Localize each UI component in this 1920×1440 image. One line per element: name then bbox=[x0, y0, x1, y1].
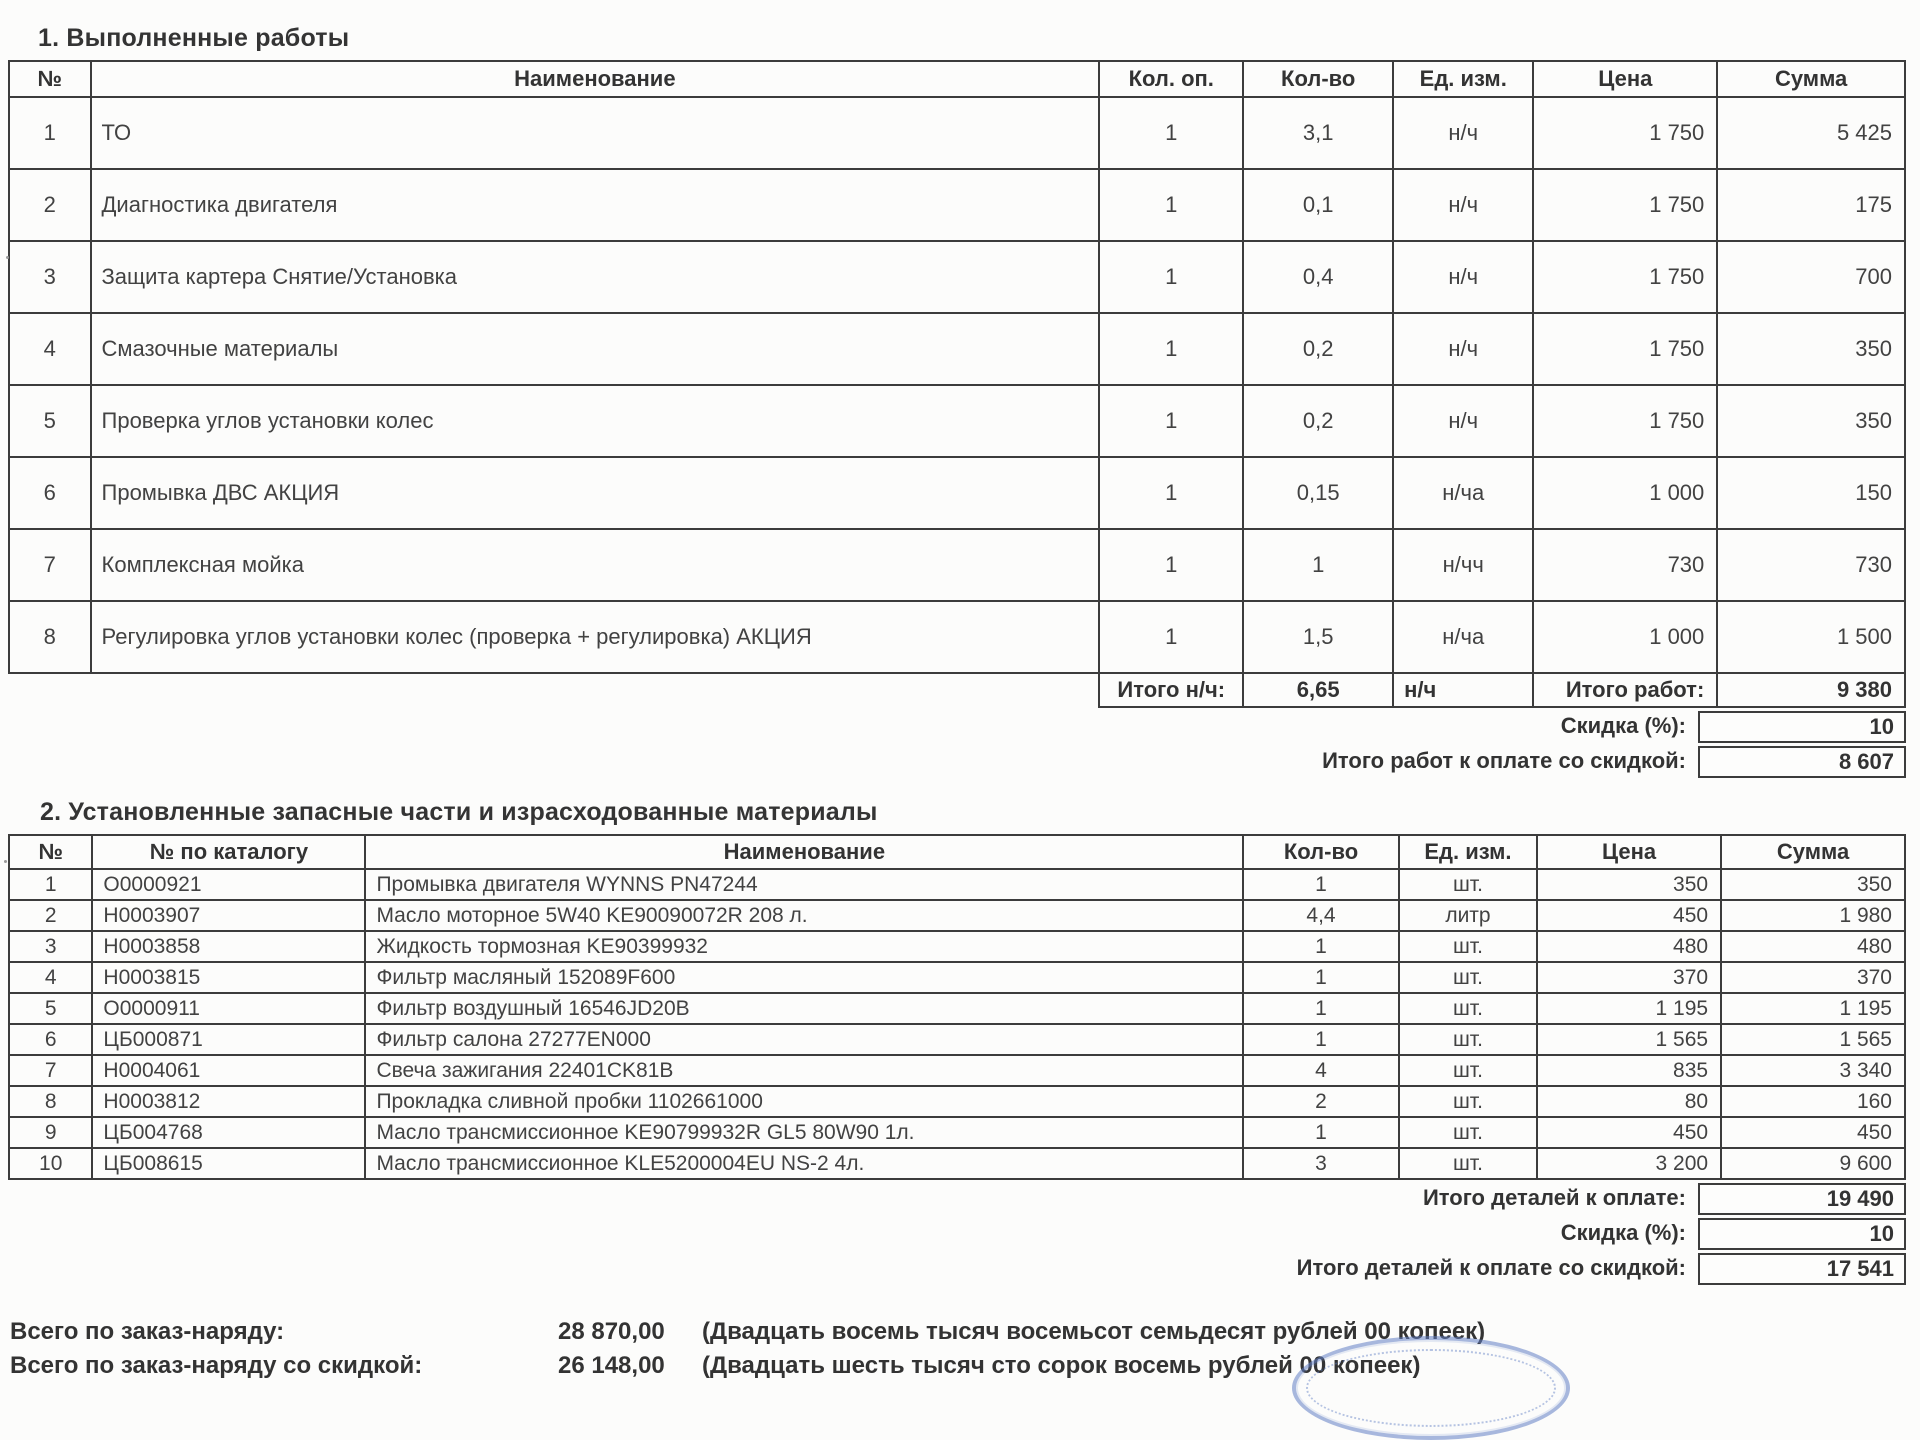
part-catalog: Н0003858 bbox=[92, 931, 365, 962]
grand-total-discount-line bbox=[10, 1349, 1920, 1383]
part-catalog: Н0003907 bbox=[92, 900, 365, 931]
work-sum: 1 500 bbox=[1717, 601, 1905, 673]
table-row bbox=[9, 1148, 1905, 1179]
table-row bbox=[9, 313, 1905, 385]
work-price: 1 000 bbox=[1533, 457, 1717, 529]
parts-discount-label: Скидка (%): bbox=[1560, 1220, 1686, 1245]
part-qty: 1 bbox=[1243, 869, 1398, 900]
work-qty: 0,2 bbox=[1243, 313, 1393, 385]
totals-hours-unit: н/ч bbox=[1393, 673, 1533, 707]
col-header-name: Наименование bbox=[91, 61, 1100, 97]
part-qty: 3 bbox=[1243, 1148, 1398, 1179]
col-header-sum: Сумма bbox=[1721, 835, 1905, 869]
parts-table-header-row bbox=[9, 835, 1905, 869]
part-name: Фильтр салона 27277EN000 bbox=[365, 1024, 1243, 1055]
part-price: 480 bbox=[1537, 931, 1721, 962]
work-unit: н/ч bbox=[1393, 241, 1533, 313]
part-price: 835 bbox=[1537, 1055, 1721, 1086]
part-price: 80 bbox=[1537, 1086, 1721, 1117]
work-qty: 0,1 bbox=[1243, 169, 1393, 241]
part-price: 3 200 bbox=[1537, 1148, 1721, 1179]
part-price: 450 bbox=[1537, 1117, 1721, 1148]
totals-hours-value: 6,65 bbox=[1243, 673, 1393, 707]
part-catalog: О0000921 bbox=[92, 869, 365, 900]
part-qty: 4 bbox=[1243, 1055, 1398, 1086]
part-qty: 1 bbox=[1243, 1024, 1398, 1055]
row-num: 5 bbox=[9, 385, 91, 457]
works-final-value: 8 607 bbox=[1698, 746, 1906, 778]
part-name: Жидкость тормозная KE90399932 bbox=[365, 931, 1243, 962]
row-num: 2 bbox=[9, 169, 91, 241]
table-row bbox=[9, 1086, 1905, 1117]
part-unit: шт. bbox=[1399, 1148, 1537, 1179]
table-row bbox=[9, 1117, 1905, 1148]
parts-final-value: 17 541 bbox=[1698, 1253, 1906, 1285]
part-sum: 1 980 bbox=[1721, 900, 1905, 931]
part-price: 370 bbox=[1537, 962, 1721, 993]
col-header-ops: Кол. оп. bbox=[1099, 61, 1243, 97]
parts-final-line bbox=[8, 1253, 1906, 1285]
part-sum: 1 195 bbox=[1721, 993, 1905, 1024]
work-price: 1 000 bbox=[1533, 601, 1717, 673]
totals-works-value: 9 380 bbox=[1717, 673, 1905, 707]
part-unit: шт. bbox=[1399, 993, 1537, 1024]
row-num: 3 bbox=[9, 931, 92, 962]
table-row bbox=[9, 869, 1905, 900]
work-unit: н/чч bbox=[1393, 529, 1533, 601]
work-price: 1 750 bbox=[1533, 385, 1717, 457]
row-num: 1 bbox=[9, 869, 92, 900]
table-row bbox=[9, 385, 1905, 457]
part-catalog: Н0004061 bbox=[92, 1055, 365, 1086]
table-row bbox=[9, 931, 1905, 962]
grand-total-value: 28 870,00 bbox=[558, 1318, 665, 1345]
work-unit: н/ч bbox=[1393, 313, 1533, 385]
work-qty: 0,15 bbox=[1243, 457, 1393, 529]
work-ops: 1 bbox=[1099, 169, 1243, 241]
section1-title: 1. Выполненные работы bbox=[38, 24, 350, 52]
row-num: 10 bbox=[9, 1148, 92, 1179]
part-name: Промывка двигателя WYNNS PN47244 bbox=[365, 869, 1243, 900]
part-unit: шт. bbox=[1399, 869, 1537, 900]
part-qty: 1 bbox=[1243, 993, 1398, 1024]
work-ops: 1 bbox=[1099, 529, 1243, 601]
col-header-sum: Сумма bbox=[1717, 61, 1905, 97]
table-row bbox=[9, 993, 1905, 1024]
work-qty: 1 bbox=[1243, 529, 1393, 601]
part-sum: 1 565 bbox=[1721, 1024, 1905, 1055]
work-unit: н/ч bbox=[1393, 385, 1533, 457]
part-catalog: Н0003815 bbox=[92, 962, 365, 993]
part-name: Масло моторное 5W40 KE90090072R 208 л. bbox=[365, 900, 1243, 931]
work-name: Смазочные материалы bbox=[91, 313, 1100, 385]
table-row bbox=[9, 601, 1905, 673]
row-num: 1 bbox=[9, 97, 91, 169]
parts-final-label: Итого деталей к оплате со скидкой: bbox=[1296, 1255, 1686, 1280]
part-sum: 370 bbox=[1721, 962, 1905, 993]
part-unit: шт. bbox=[1399, 962, 1537, 993]
grand-total-discount-label: Всего по заказ-наряду со скидкой: bbox=[10, 1352, 423, 1379]
work-name: Комплексная мойка bbox=[91, 529, 1100, 601]
work-sum: 700 bbox=[1717, 241, 1905, 313]
col-header-num: № bbox=[9, 835, 92, 869]
part-catalog: О0000911 bbox=[92, 993, 365, 1024]
part-unit: шт. bbox=[1399, 1086, 1537, 1117]
col-header-unit: Ед. изм. bbox=[1399, 835, 1537, 869]
row-num: 7 bbox=[9, 529, 91, 601]
table-row bbox=[9, 241, 1905, 313]
work-ops: 1 bbox=[1099, 457, 1243, 529]
table-row bbox=[9, 529, 1905, 601]
col-header-qty: Кол-во bbox=[1243, 835, 1398, 869]
works-final-label: Итого работ к оплате со скидкой: bbox=[1322, 748, 1686, 773]
grand-total-discount-words: (Двадцать шесть тысяч сто сорок восемь рублей 00 копеек) bbox=[702, 1352, 1421, 1379]
stamp-seal-icon bbox=[1292, 1336, 1570, 1440]
parts-discount-line bbox=[8, 1218, 1906, 1250]
part-qty: 2 bbox=[1243, 1086, 1398, 1117]
part-price: 450 bbox=[1537, 900, 1721, 931]
work-unit: н/ч bbox=[1393, 97, 1533, 169]
empty-spacer-cell bbox=[9, 673, 1099, 707]
work-name: Регулировка углов установки колес (проверка + регулировка) АКЦИЯ bbox=[91, 601, 1100, 673]
part-name: Свеча зажигания 22401CK81B bbox=[365, 1055, 1243, 1086]
row-num: 8 bbox=[9, 601, 91, 673]
row-num: 5 bbox=[9, 993, 92, 1024]
parts-total-line bbox=[8, 1183, 1906, 1215]
parts-table bbox=[8, 834, 1906, 1180]
part-qty: 1 bbox=[1243, 931, 1398, 962]
part-catalog: ЦБ008615 bbox=[92, 1148, 365, 1179]
stamp-seal-inner-ring bbox=[1306, 1349, 1556, 1427]
table-row bbox=[9, 1024, 1905, 1055]
part-catalog: ЦБ004768 bbox=[92, 1117, 365, 1148]
row-num: 7 bbox=[9, 1055, 92, 1086]
work-name: Диагностика двигателя bbox=[91, 169, 1100, 241]
part-name: Фильтр масляный 152089F600 bbox=[365, 962, 1243, 993]
scan-artifact-dot bbox=[4, 860, 7, 863]
works-final-line bbox=[8, 746, 1906, 778]
part-name: Прокладка сливной пробки 1102661000 bbox=[365, 1086, 1243, 1117]
part-unit: шт. bbox=[1399, 1024, 1537, 1055]
row-num: 8 bbox=[9, 1086, 92, 1117]
work-sum: 350 bbox=[1717, 385, 1905, 457]
works-discount-label: Скидка (%): bbox=[1560, 713, 1686, 738]
col-header-num: № bbox=[9, 61, 91, 97]
works-table-header-row bbox=[9, 61, 1905, 97]
col-header-name: Наименование bbox=[365, 835, 1243, 869]
table-row bbox=[9, 900, 1905, 931]
col-header-catalog: № по каталогу bbox=[92, 835, 365, 869]
parts-discount-value: 10 bbox=[1698, 1218, 1906, 1250]
col-header-price: Цена bbox=[1533, 61, 1717, 97]
parts-total-value: 19 490 bbox=[1698, 1183, 1906, 1215]
work-qty: 0,4 bbox=[1243, 241, 1393, 313]
row-num: 2 bbox=[9, 900, 92, 931]
totals-works-label: Итого работ: bbox=[1533, 673, 1717, 707]
work-unit: н/ча bbox=[1393, 601, 1533, 673]
work-qty: 0,2 bbox=[1243, 385, 1393, 457]
part-price: 1 565 bbox=[1537, 1024, 1721, 1055]
part-qty: 1 bbox=[1243, 962, 1398, 993]
work-sum: 150 bbox=[1717, 457, 1905, 529]
work-ops: 1 bbox=[1099, 385, 1243, 457]
part-qty: 1 bbox=[1243, 1117, 1398, 1148]
work-sum: 175 bbox=[1717, 169, 1905, 241]
work-price: 1 750 bbox=[1533, 313, 1717, 385]
section2-title: 2. Установленные запасные части и израсходованные материалы bbox=[40, 798, 878, 826]
work-sum: 730 bbox=[1717, 529, 1905, 601]
grand-total-words: (Двадцать восемь тысяч восемьсот семьдесят рублей 00 копеек) bbox=[702, 1318, 1486, 1345]
part-unit: шт. bbox=[1399, 1117, 1537, 1148]
part-unit: литр bbox=[1399, 900, 1537, 931]
table-row bbox=[9, 97, 1905, 169]
work-ops: 1 bbox=[1099, 601, 1243, 673]
work-name: Промывка ДВС АКЦИЯ bbox=[91, 457, 1100, 529]
part-sum: 3 340 bbox=[1721, 1055, 1905, 1086]
work-price: 1 750 bbox=[1533, 97, 1717, 169]
part-catalog: ЦБ000871 bbox=[92, 1024, 365, 1055]
work-unit: н/ч bbox=[1393, 169, 1533, 241]
row-num: 4 bbox=[9, 962, 92, 993]
work-ops: 1 bbox=[1099, 313, 1243, 385]
totals-hours-label: Итого н/ч: bbox=[1099, 673, 1243, 707]
part-price: 1 195 bbox=[1537, 993, 1721, 1024]
work-ops: 1 bbox=[1099, 241, 1243, 313]
part-sum: 160 bbox=[1721, 1086, 1905, 1117]
row-num: 6 bbox=[9, 457, 91, 529]
part-name: Масло трансмиссионное KE90799932R GL5 80W90 1л. bbox=[365, 1117, 1243, 1148]
works-discount-line bbox=[8, 711, 1906, 743]
work-price: 1 750 bbox=[1533, 241, 1717, 313]
col-header-price: Цена bbox=[1537, 835, 1721, 869]
part-catalog: Н0003812 bbox=[92, 1086, 365, 1117]
part-name: Фильтр воздушный 16546JD20B bbox=[365, 993, 1243, 1024]
works-totals-row bbox=[9, 673, 1905, 707]
grand-totals bbox=[10, 1315, 1920, 1383]
part-sum: 480 bbox=[1721, 931, 1905, 962]
table-row bbox=[9, 1055, 1905, 1086]
part-unit: шт. bbox=[1399, 1055, 1537, 1086]
part-sum: 9 600 bbox=[1721, 1148, 1905, 1179]
col-header-unit: Ед. изм. bbox=[1393, 61, 1533, 97]
table-row bbox=[9, 457, 1905, 529]
work-name: ТО bbox=[91, 97, 1100, 169]
work-sum: 5 425 bbox=[1717, 97, 1905, 169]
works-discount-value: 10 bbox=[1698, 711, 1906, 743]
grand-total-discount-value: 26 148,00 bbox=[558, 1352, 665, 1379]
row-num: 4 bbox=[9, 313, 91, 385]
col-header-qty: Кол-во bbox=[1243, 61, 1393, 97]
work-price: 1 750 bbox=[1533, 169, 1717, 241]
work-sum: 350 bbox=[1717, 313, 1905, 385]
part-sum: 450 bbox=[1721, 1117, 1905, 1148]
row-num: 9 bbox=[9, 1117, 92, 1148]
row-num: 6 bbox=[9, 1024, 92, 1055]
part-name: Масло трансмиссионное KLE5200004EU NS-2 4л. bbox=[365, 1148, 1243, 1179]
work-qty: 1,5 bbox=[1243, 601, 1393, 673]
work-qty: 3,1 bbox=[1243, 97, 1393, 169]
grand-total-line bbox=[10, 1315, 1920, 1349]
part-unit: шт. bbox=[1399, 931, 1537, 962]
part-sum: 350 bbox=[1721, 869, 1905, 900]
part-qty: 4,4 bbox=[1243, 900, 1398, 931]
work-name: Защита картера Снятие/Установка bbox=[91, 241, 1100, 313]
work-price: 730 bbox=[1533, 529, 1717, 601]
parts-total-label: Итого деталей к оплате: bbox=[1422, 1185, 1686, 1210]
row-num: 3 bbox=[9, 241, 91, 313]
table-row bbox=[9, 169, 1905, 241]
works-table bbox=[8, 60, 1906, 708]
part-price: 350 bbox=[1537, 869, 1721, 900]
grand-total-label: Всего по заказ-наряду: bbox=[10, 1318, 285, 1345]
work-name: Проверка углов установки колес bbox=[91, 385, 1100, 457]
work-ops: 1 bbox=[1099, 97, 1243, 169]
scan-artifact-dot bbox=[6, 256, 9, 259]
work-unit: н/ча bbox=[1393, 457, 1533, 529]
table-row bbox=[9, 962, 1905, 993]
